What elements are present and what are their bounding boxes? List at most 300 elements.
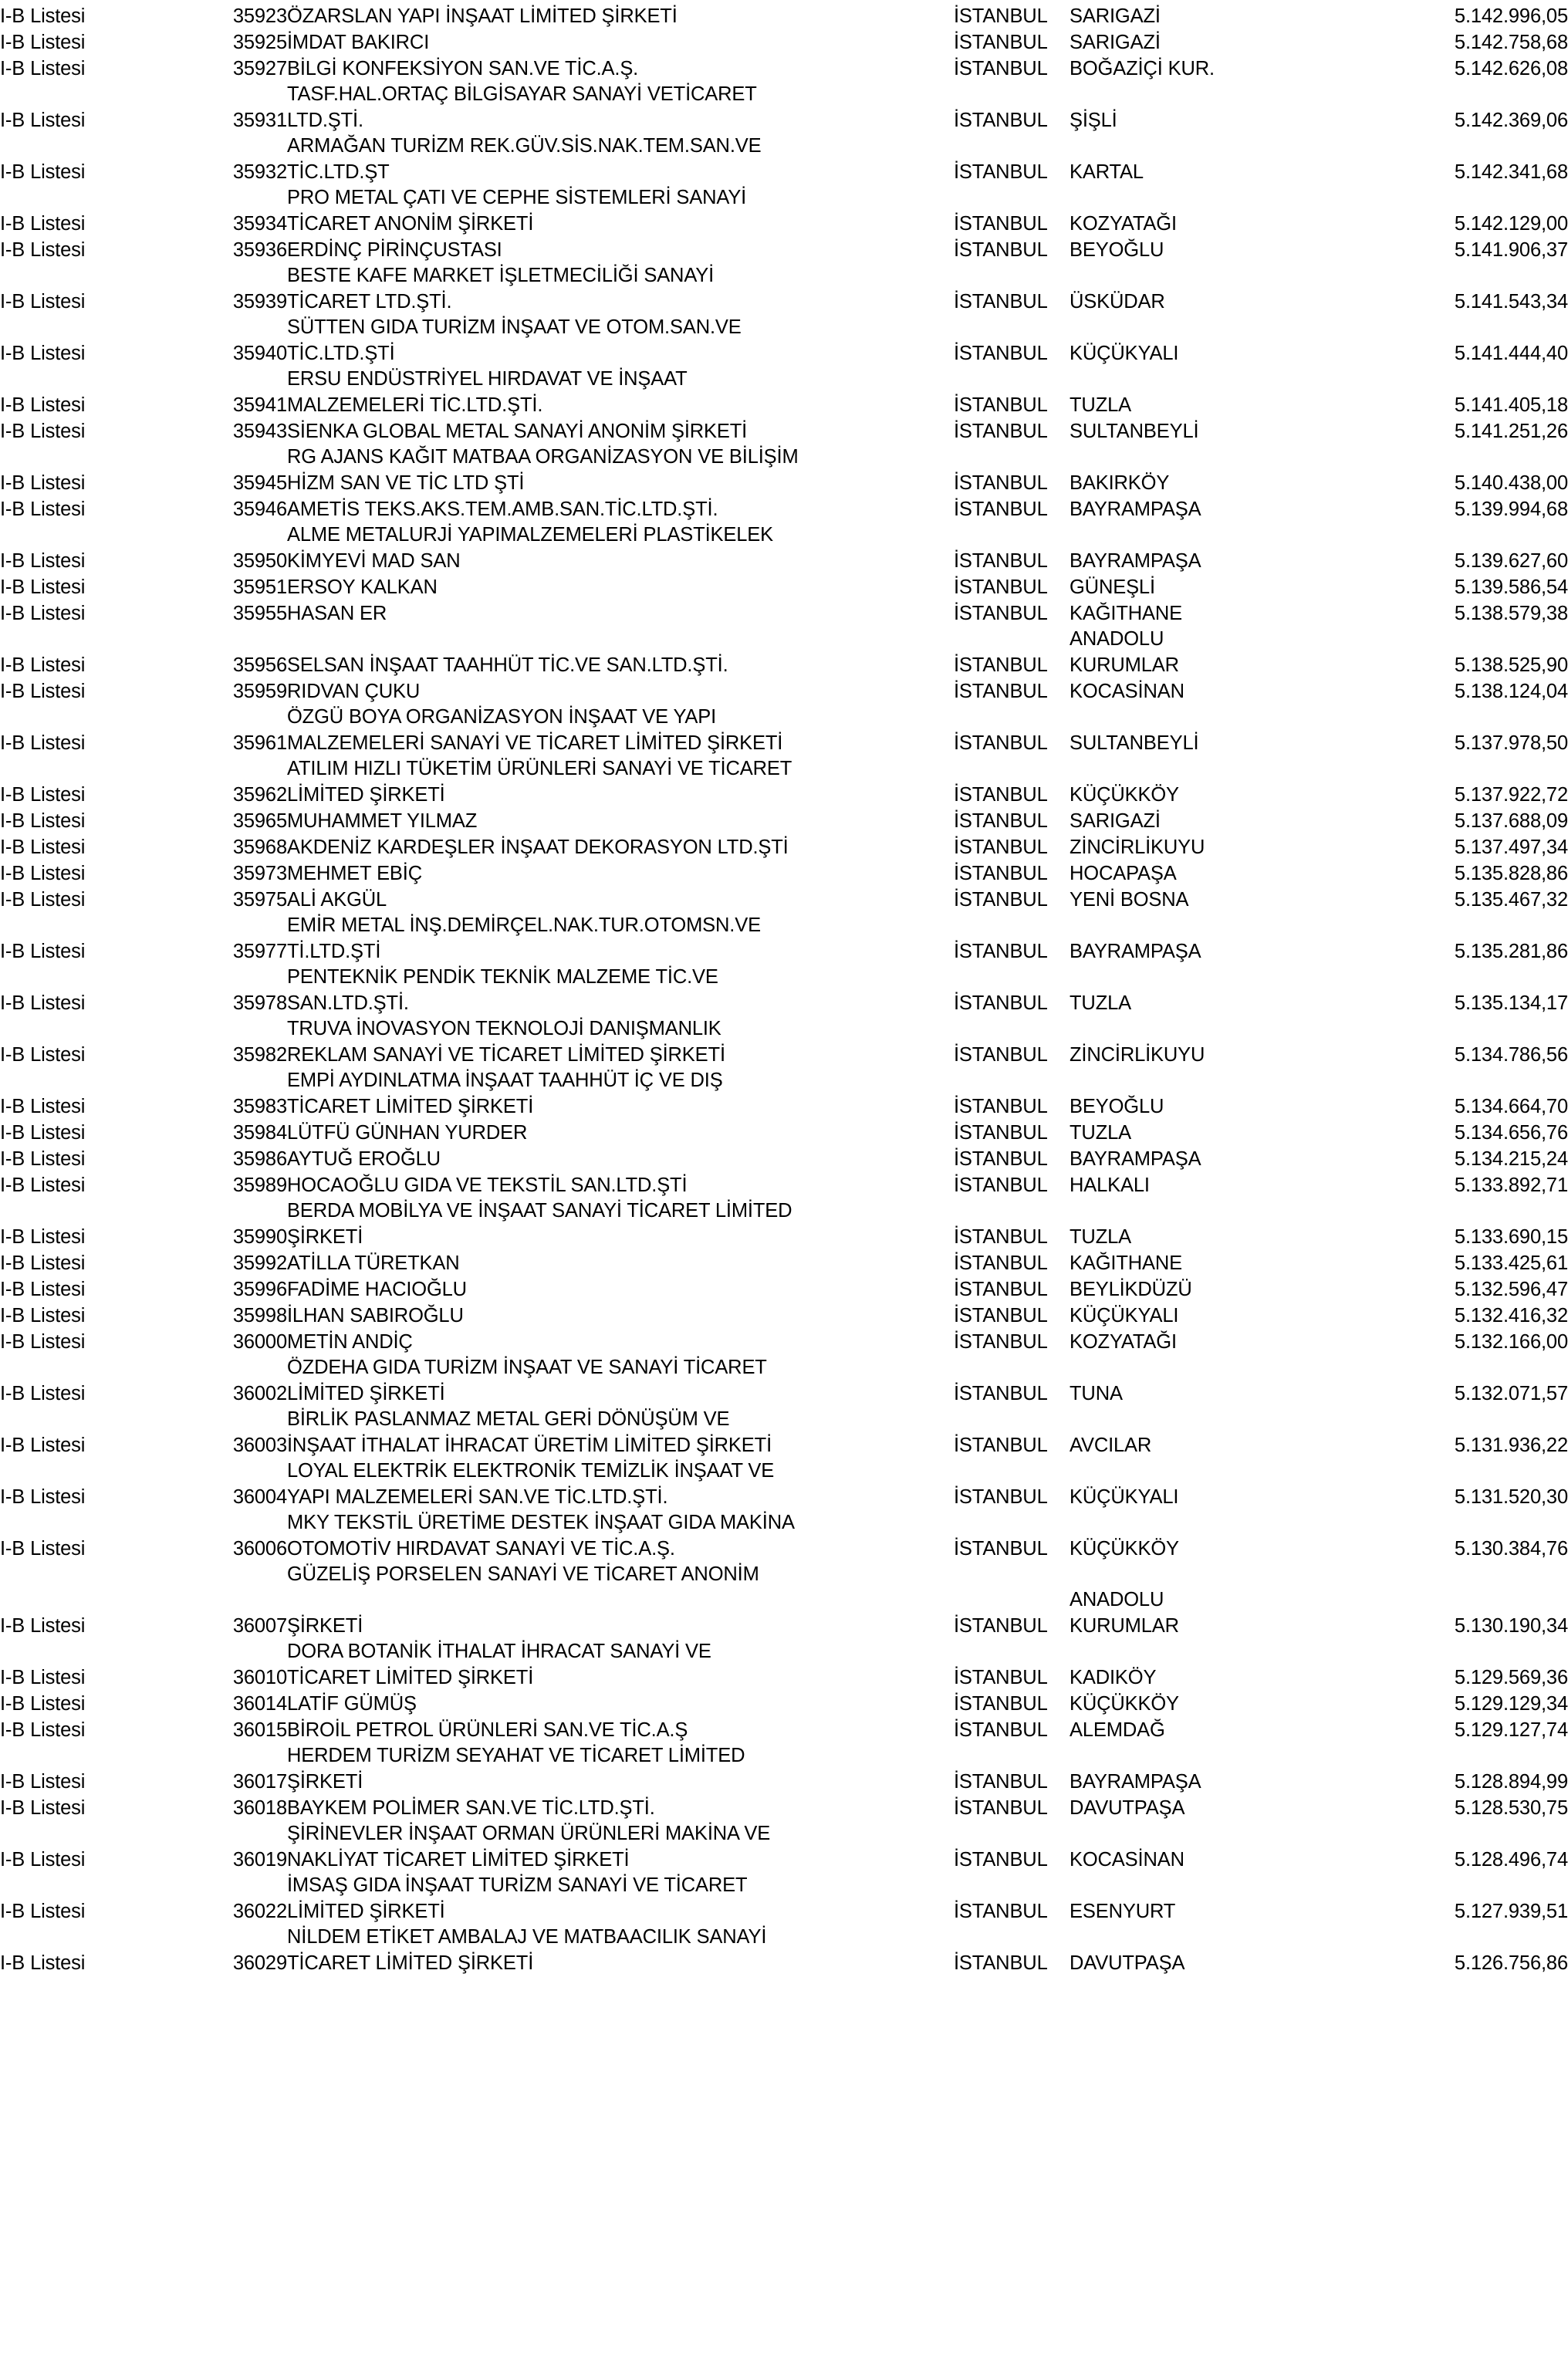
tax-office-empty [1070,1740,1324,1766]
list-label-empty [0,624,207,649]
table-row-continuation [0,1559,1568,1584]
debt-amount: 5.141.405,18 [1454,394,1568,416]
table-row-continuation [0,1455,1568,1481]
list-label: I-B Listesi [0,1304,86,1327]
debt-amount: 5.141.906,37 [1454,238,1568,261]
table-row [0,1117,1568,1143]
list-label-empty [0,701,207,727]
row-number: 35925 [232,31,287,53]
list-label-empty [0,1352,207,1377]
tax-office-empty [1070,363,1324,389]
row-number: 35932 [232,161,287,183]
taxpayer-name: AKDENİZ KARDEŞLER İNŞAAT DEKORASYON LTD.ŞTİ [287,836,789,858]
debt-amount: 5.141.543,34 [1454,290,1568,313]
debt-amount: 5.138.525,90 [1454,654,1568,676]
debt-amount: 5.133.892,71 [1454,1174,1568,1196]
amount-empty [1324,1870,1568,1895]
taxpayer-name: BİROİL PETROL ÜRÜNLERİ SAN.VE TİC.A.Ş [287,1719,688,1741]
taxpayer-name-continuation: ERSU ENDÜSTRİYEL HIRDAVAT VE İNŞAAT [287,367,688,390]
taxpayer-name: HASAN ER [287,602,387,624]
city: İSTANBUL [954,940,1048,962]
debt-amount: 5.132.071,57 [1454,1382,1568,1404]
row-number: 35931 [232,109,287,131]
list-label: I-B Listesi [0,1900,86,1922]
table-row [0,1326,1568,1352]
row-number: 36004 [232,1485,287,1508]
city: İSTANBUL [954,342,1048,364]
city: İSTANBUL [954,290,1048,313]
debt-amount: 5.131.520,30 [1454,1485,1568,1508]
taxpayer-name: ŞİRKETİ [287,1770,363,1793]
tax-office: SARIGAZİ [1070,31,1161,53]
list-label-empty [0,363,207,389]
list-label-empty [0,1404,207,1429]
tax-office: GÜNEŞLİ [1070,576,1155,598]
debt-amount: 5.140.438,00 [1454,471,1568,494]
taxpayer-name-empty [287,1584,954,1610]
table-row [0,234,1568,260]
row-number-empty [207,701,287,727]
table-row [0,597,1568,624]
list-label-empty [0,1921,207,1947]
row-number: 36018 [232,1796,287,1819]
tax-office: HALKALI [1070,1174,1150,1196]
taxpayer-name: TİCARET ANONİM ŞİRKETİ [287,212,534,235]
list-label: I-B Listesi [0,862,86,884]
city: İSTANBUL [954,654,1048,676]
list-label-empty [0,312,207,337]
tax-office: ALEMDAĞ [1070,1719,1165,1741]
row-number: 35986 [232,1147,287,1170]
table-row [0,805,1568,831]
row-number-empty [207,1455,287,1481]
debt-amount: 5.130.384,76 [1454,1537,1568,1560]
taxpayer-name: ŞİRKETİ [287,1614,363,1637]
table-row-continuation [0,1818,1568,1844]
city-empty [954,441,1070,467]
list-label: I-B Listesi [0,549,86,572]
tax-office-continuation: ANADOLU [1070,1588,1164,1610]
row-number: 36017 [232,1770,287,1793]
taxpayer-name: LÜTFÜ GÜNHAN YURDER [287,1121,528,1144]
table-row-continuation [0,1507,1568,1533]
taxpayer-name-continuation: EMİR METAL İNŞ.DEMİRÇEL.NAK.TUR.OTOMSN.VE [287,914,761,936]
table-row [0,571,1568,597]
tax-office-empty [1070,519,1324,545]
taxpayer-name-continuation: GÜZELİŞ PORSELEN SANAYİ VE TİCARET ANONİM [287,1563,759,1585]
city-empty [954,962,1070,987]
list-label-empty [0,79,207,104]
row-number: 36029 [232,1952,287,1974]
city: İSTANBUL [954,498,1048,520]
amount-empty [1324,1636,1568,1661]
row-number: 36007 [232,1614,287,1637]
city: İSTANBUL [954,836,1048,858]
amount-empty [1324,1065,1568,1090]
list-label-empty [0,519,207,545]
amount-empty [1324,79,1568,104]
city: İSTANBUL [954,1304,1048,1327]
list-label-empty [0,1584,207,1610]
list-label: I-B Listesi [0,1043,86,1066]
city-empty [954,1636,1070,1661]
list-label-empty [0,130,207,156]
table-row [0,1844,1568,1870]
city-empty [954,701,1070,727]
debt-amount: 5.141.444,40 [1454,342,1568,364]
debt-amount: 5.139.627,60 [1454,549,1568,572]
taxpayer-name-continuation: BESTE KAFE MARKET İŞLETMECİLİĞİ SANAYİ [287,264,715,286]
city: İSTANBUL [954,1121,1048,1144]
amount-empty [1324,312,1568,337]
table-row [0,1661,1568,1688]
city: İSTANBUL [954,576,1048,598]
list-label-empty [0,1013,207,1039]
table-row [0,1377,1568,1404]
city: İSTANBUL [954,549,1048,572]
table-row [0,831,1568,857]
city-empty [954,1195,1070,1221]
row-number-empty [207,1195,287,1221]
tax-office: YENİ BOSNA [1070,888,1189,911]
taxpayer-name-continuation: ÖZGÜ BOYA ORGANİZASYON İNŞAAT VE YAPI [287,705,717,728]
taxpayer-name-continuation: LOYAL ELEKTRİK ELEKTRONİK TEMİZLİK İNŞAAT VE [287,1459,775,1482]
tax-office: ESENYURT [1070,1900,1176,1922]
amount-empty [1324,182,1568,208]
tax-office-empty [1070,1352,1324,1377]
row-number: 36022 [232,1900,287,1922]
taxpayer-name-continuation: MKY TEKSTİL ÜRETİME DESTEK İNŞAAT GIDA MAKİNA [287,1511,795,1533]
taxpayer-name: LATİF GÜMÜŞ [287,1692,417,1715]
tax-office: BAKIRKÖY [1070,471,1170,494]
city-empty [954,1404,1070,1429]
tax-office: SARIGAZİ [1070,5,1161,27]
tax-office: ZİNCİRLİKUYU [1070,1043,1205,1066]
row-number-empty [207,1065,287,1090]
list-label: I-B Listesi [0,342,86,364]
tax-office-empty [1070,79,1324,104]
city: İSTANBUL [954,1537,1048,1560]
tax-office: KOCASİNAN [1070,680,1184,702]
debt-amount: 5.135.828,86 [1454,862,1568,884]
list-label-empty [0,1065,207,1090]
tax-office: KÜÇÜKKÖY [1070,783,1179,806]
list-label: I-B Listesi [0,1330,86,1353]
row-number-empty [207,910,287,935]
row-number-empty [207,753,287,779]
taxpayer-name-continuation: İMSAŞ GIDA İNŞAAT TURİZM SANAYİ VE TİCARET [287,1874,748,1896]
tax-office: TUZLA [1070,992,1132,1014]
city-empty [954,1507,1070,1533]
debt-amount: 5.132.596,47 [1454,1278,1568,1300]
taxpayer-name: LİMİTED ŞİRKETİ [287,1900,445,1922]
taxpayer-name: MEHMET EBİÇ [287,862,422,884]
table-row [0,1792,1568,1818]
city: İSTANBUL [954,1225,1048,1248]
row-number-empty [207,312,287,337]
city: İSTANBUL [954,394,1048,416]
amount-empty [1324,1013,1568,1039]
tax-office: KOZYATAĞI [1070,212,1177,235]
table-row-continuation [0,1740,1568,1766]
tax-office: TUNA [1070,1382,1123,1404]
table-row [0,389,1568,415]
tax-office: TUZLA [1070,394,1132,416]
row-number: 35923 [232,5,287,27]
table-row-continuation [0,701,1568,727]
list-label: I-B Listesi [0,1434,86,1456]
table-row [0,1688,1568,1714]
tax-office: SULTANBEYLİ [1070,732,1199,754]
row-number: 35975 [232,888,287,911]
row-number: 36002 [232,1382,287,1404]
list-label: I-B Listesi [0,1382,86,1404]
row-number: 35992 [232,1252,287,1274]
city: İSTANBUL [954,1252,1048,1274]
list-label: I-B Listesi [0,1719,86,1741]
debt-amount: 5.137.978,50 [1454,732,1568,754]
tax-office-empty [1070,1507,1324,1533]
city-empty [954,624,1070,649]
debt-amount: 5.142.996,05 [1454,5,1568,27]
list-label: I-B Listesi [0,732,86,754]
taxpayer-name: KİMYEVİ MAD SAN [287,549,461,572]
row-number: 36010 [232,1666,287,1688]
city-empty [954,312,1070,337]
list-label-empty [0,910,207,935]
taxpayer-name: REKLAM SANAYİ VE TİCARET LİMİTED ŞİRKETİ [287,1043,725,1066]
city: İSTANBUL [954,5,1048,27]
table-row [0,1143,1568,1169]
list-label-empty [0,1195,207,1221]
list-label: I-B Listesi [0,471,86,494]
taxpayer-name: TİCARET LİMİTED ŞİRKETİ [287,1666,534,1688]
city-empty [954,1013,1070,1039]
debt-amount: 5.138.579,38 [1454,602,1568,624]
list-label-empty [0,1507,207,1533]
list-label: I-B Listesi [0,1796,86,1819]
list-label: I-B Listesi [0,109,86,131]
amount-empty [1324,1404,1568,1429]
row-number-empty [207,1559,287,1584]
table-row-continuation [0,753,1568,779]
taxpayer-name: ŞİRKETİ [287,1225,363,1248]
list-label: I-B Listesi [0,1121,86,1144]
list-label: I-B Listesi [0,1225,86,1248]
row-number-empty [207,1507,287,1533]
tax-office-empty [1070,701,1324,727]
table-row-continuation [0,1352,1568,1377]
tax-office-empty [1070,1870,1324,1895]
debt-amount: 5.128.496,74 [1454,1848,1568,1871]
city: İSTANBUL [954,680,1048,702]
taxpayer-name: OTOMOTİV HIRDAVAT SANAYİ VE TİC.A.Ş. [287,1537,675,1560]
table-row [0,156,1568,182]
city: İSTANBUL [954,212,1048,235]
table-row-continuation [0,1870,1568,1895]
amount-empty [1324,1921,1568,1947]
tax-office-empty [1070,1195,1324,1221]
city-empty [954,1584,1070,1610]
taxpayer-name: METİN ANDİÇ [287,1330,413,1353]
taxpayer-name: ATİLLA TÜRETKAN [287,1252,460,1274]
tax-office: KÜÇÜKYALI [1070,1304,1179,1327]
list-label-empty [0,1455,207,1481]
taxpayer-name: İLHAN SABIROĞLU [287,1304,464,1327]
row-number: 35956 [232,654,287,676]
city: İSTANBUL [954,31,1048,53]
tax-office-empty [1070,753,1324,779]
taxpayer-name: SİENKA GLOBAL METAL SANAYİ ANONİM ŞİRKETİ [287,420,748,442]
list-label: I-B Listesi [0,57,86,79]
tax-office-empty [1070,1065,1324,1090]
tax-office: BEYOĞLU [1070,238,1164,261]
table-row-office-continuation [0,624,1568,649]
taxpayer-name: ERDİNÇ PİRİNÇUSTASI [287,238,502,261]
list-label-empty [0,1559,207,1584]
amount-empty [1324,1818,1568,1844]
city: İSTANBUL [954,602,1048,624]
taxpayer-name: AMETİS TEKS.AKS.TEM.AMB.SAN.TİC.LTD.ŞTİ. [287,498,718,520]
table-row [0,1533,1568,1559]
amount-empty [1324,1352,1568,1377]
taxpayer-name: SAN.LTD.ŞTİ. [287,992,409,1014]
taxpayer-name-continuation: PENTEKNİK PENDİK TEKNİK MALZEME TİC.VE [287,965,718,988]
city: İSTANBUL [954,161,1048,183]
debt-amount: 5.126.756,86 [1454,1952,1568,1974]
taxpayer-name-continuation: TASF.HAL.ORTAÇ BİLGİSAYAR SANAYİ VETİCARET [287,83,757,105]
tax-office: KOCASİNAN [1070,1848,1184,1871]
taxpayer-name: TİCARET LİMİTED ŞİRKETİ [287,1952,534,1974]
tax-office-empty [1070,130,1324,156]
city-empty [954,1818,1070,1844]
city: İSTANBUL [954,1666,1048,1688]
table-row-continuation [0,79,1568,104]
row-number-empty [207,962,287,987]
debt-amount: 5.142.129,00 [1454,212,1568,235]
row-number: 35950 [232,549,287,572]
table-row [0,337,1568,363]
tax-office: KAĞITHANE [1070,1252,1183,1274]
row-number: 35939 [232,290,287,313]
list-label-empty [0,1740,207,1766]
city-empty [954,182,1070,208]
taxpayer-name-continuation: ATILIM HIZLI TÜKETİM ÜRÜNLERİ SANAYİ VE TİCARET [287,757,792,779]
debt-amount: 5.134.656,76 [1454,1121,1568,1144]
table-row [0,1247,1568,1273]
list-label: I-B Listesi [0,836,86,858]
row-number: 36014 [232,1692,287,1715]
city-empty [954,910,1070,935]
row-number: 36003 [232,1434,287,1456]
city: İSTANBUL [954,238,1048,261]
taxpayer-name-continuation: DORA BOTANİK İTHALAT İHRACAT SANAYİ VE [287,1640,711,1662]
list-label: I-B Listesi [0,576,86,598]
table-row-continuation [0,962,1568,987]
city-empty [954,1065,1070,1090]
debt-amount: 5.139.586,54 [1454,576,1568,598]
row-number: 35943 [232,420,287,442]
table-row [0,467,1568,493]
taxpayer-name-continuation: SÜTTEN GIDA TURİZM İNŞAAT VE OTOM.SAN.VE [287,316,742,338]
debt-amount: 5.132.416,32 [1454,1304,1568,1327]
taxpayer-name: ÖZARSLAN YAPI İNŞAAT LİMİTED ŞİRKETİ [287,5,678,27]
row-number: 35973 [232,862,287,884]
list-label: I-B Listesi [0,1614,86,1637]
row-number-empty [207,441,287,467]
tax-office-empty [1070,1636,1324,1661]
table-row [0,884,1568,910]
city: İSTANBUL [954,1434,1048,1456]
taxpayer-name: TİCARET LİMİTED ŞİRKETİ [287,1095,534,1117]
table-row [0,1299,1568,1326]
list-label: I-B Listesi [0,940,86,962]
taxpayer-name: YAPI MALZEMELERİ SAN.VE TİC.LTD.ŞTİ. [287,1485,668,1508]
debt-amount: 5.133.690,15 [1454,1225,1568,1248]
tax-office: KARTAL [1070,161,1144,183]
debt-amount: 5.130.190,34 [1454,1614,1568,1637]
row-number: 35996 [232,1278,287,1300]
list-label: I-B Listesi [0,1537,86,1560]
city: İSTANBUL [954,1330,1048,1353]
list-label: I-B Listesi [0,992,86,1014]
list-label: I-B Listesi [0,1095,86,1117]
taxpayer-name-continuation: EMPİ AYDINLATMA İNŞAAT TAAHHÜT İÇ VE DIŞ [287,1069,723,1091]
taxpayer-name: FADİME HACIOĞLU [287,1278,467,1300]
table-row [0,779,1568,805]
debt-amount: 5.142.341,68 [1454,161,1568,183]
debt-amount: 5.133.425,61 [1454,1252,1568,1274]
city: İSTANBUL [954,57,1048,79]
debt-amount: 5.142.758,68 [1454,31,1568,53]
city: İSTANBUL [954,1174,1048,1196]
row-number-empty [207,1636,287,1661]
row-number-empty [207,1584,287,1610]
list-label: I-B Listesi [0,680,86,702]
amount-empty [1324,910,1568,935]
amount-empty [1324,1195,1568,1221]
tax-office: KADIKÖY [1070,1666,1157,1688]
table-row [0,1481,1568,1507]
list-label-empty [0,1870,207,1895]
taxpayer-name-continuation: BİRLİK PASLANMAZ METAL GERİ DÖNÜŞÜM VE [287,1408,730,1430]
amount-empty [1324,363,1568,389]
table-row [0,1610,1568,1636]
row-number-empty [207,1818,287,1844]
table-row [0,987,1568,1013]
row-number: 35982 [232,1043,287,1066]
tax-office: TUZLA [1070,1225,1132,1248]
taxpayer-name-continuation: RG AJANS KAĞIT MATBAA ORGANİZASYON VE BİLİŞİM [287,445,799,468]
row-number-empty [207,79,287,104]
city-empty [954,363,1070,389]
list-label-empty [0,260,207,286]
table-row [0,1221,1568,1247]
list-label: I-B Listesi [0,1252,86,1274]
amount-empty [1324,130,1568,156]
city: İSTANBUL [954,1278,1048,1300]
table-row-continuation [0,363,1568,389]
debt-amount: 5.131.936,22 [1454,1434,1568,1456]
city: İSTANBUL [954,732,1048,754]
city: İSTANBUL [954,1796,1048,1819]
taxpayer-name: BAYKEM POLİMER SAN.VE TİC.LTD.ŞTİ. [287,1796,655,1819]
row-number-empty [207,1740,287,1766]
tax-office: BAYRAMPAŞA [1070,1770,1201,1793]
city-empty [954,1921,1070,1947]
amount-empty [1324,1507,1568,1533]
row-number-empty [207,1870,287,1895]
